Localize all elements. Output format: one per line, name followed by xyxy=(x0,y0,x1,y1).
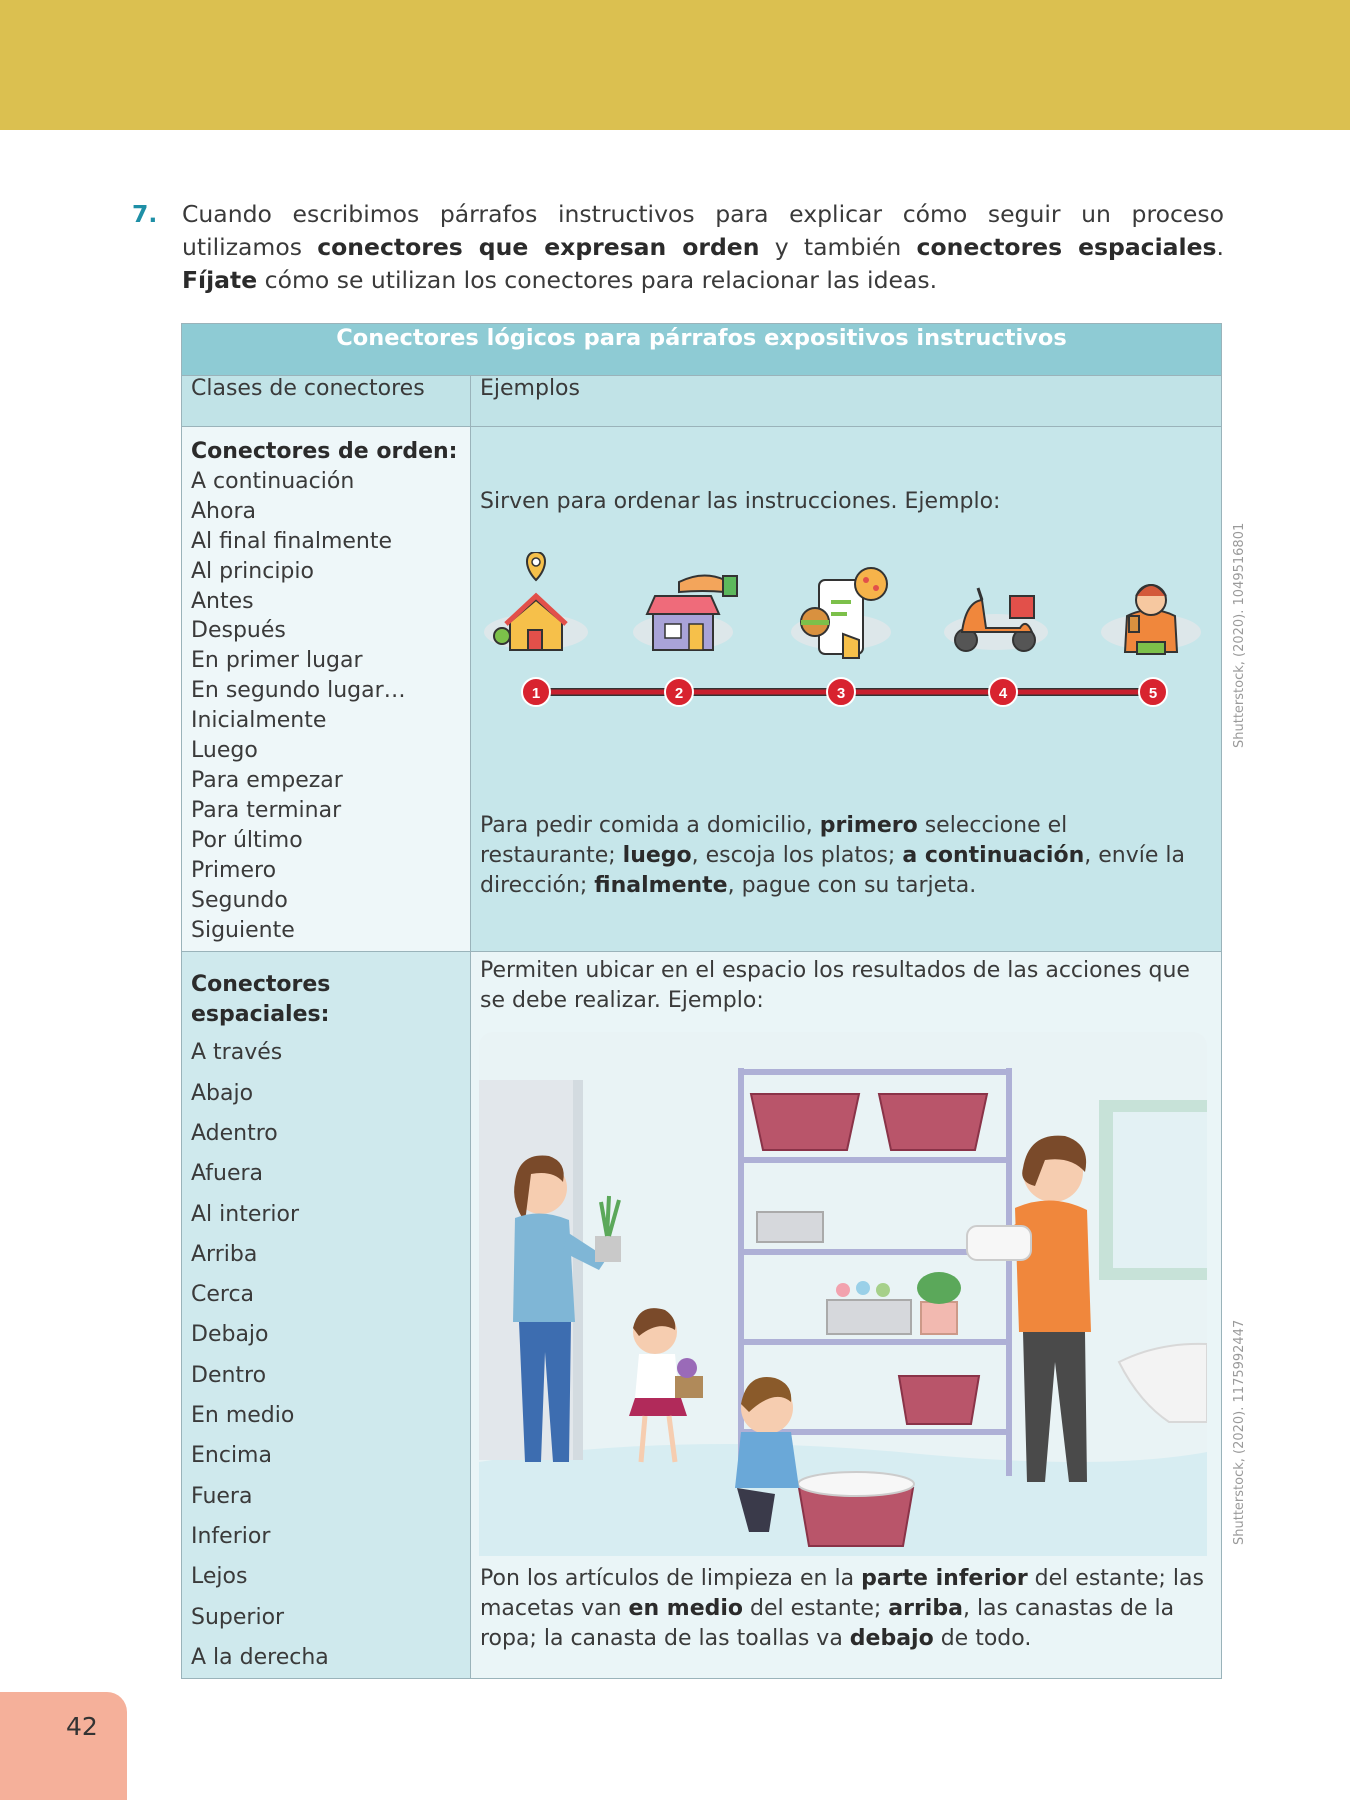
order-connectors-cell xyxy=(182,427,471,952)
example-text: de todo. xyxy=(933,1626,1032,1652)
list-item: A través xyxy=(191,1040,283,1066)
header-classes: Clases de conectores xyxy=(182,376,471,427)
timeline-step xyxy=(1139,678,1167,706)
list-item: Después xyxy=(191,618,286,644)
list-item: Lejos xyxy=(191,1564,248,1590)
example-text: seleccione el restaurante; xyxy=(480,813,1068,868)
example-text: , las canastas de la ropa; la canasta de las toallas va xyxy=(480,1596,1175,1652)
spatial-connectors-cell xyxy=(182,952,471,1679)
top-color-band xyxy=(0,0,1350,130)
example-connector: luego xyxy=(622,843,692,868)
list-item: Abajo xyxy=(191,1080,254,1106)
example-text: , pague con su tarjeta. xyxy=(727,873,977,898)
timeline-step xyxy=(989,678,1017,706)
phone-order-icon xyxy=(791,568,891,658)
step-label: 4 xyxy=(998,685,1008,702)
order-intro: Sirven para ordenar las instrucciones. Ejemplo: xyxy=(480,489,1001,514)
page-number-tab xyxy=(0,1692,127,1800)
exercise-instructions xyxy=(182,198,1224,297)
example-text: del estante; xyxy=(743,1596,889,1622)
delivery-steps-illustration xyxy=(471,552,1221,712)
list-item: Siguiente xyxy=(191,917,295,943)
example-connector: debajo xyxy=(849,1626,934,1652)
example-connector: en medio xyxy=(628,1596,744,1622)
instr-text: Cuando escribimos párrafos instructivos para explicar cómo seguir un proceso utilizamos xyxy=(182,200,1224,261)
timeline-step xyxy=(522,678,550,706)
list-item: Ahora xyxy=(191,498,256,524)
instr-bold: conectores que expresan orden xyxy=(317,233,760,261)
exercise-number: 7. xyxy=(132,200,158,228)
list-item: Para terminar xyxy=(191,797,342,823)
list-item: En segundo lugar… xyxy=(191,678,406,704)
image-credit-spatial: Shutterstock, (2020). 1175992447 xyxy=(1232,1319,1247,1545)
example-connector: a continuación xyxy=(902,843,1085,868)
timeline-step xyxy=(665,678,693,706)
connectors-table xyxy=(181,323,1222,1679)
list-item: En medio xyxy=(191,1403,295,1429)
list-item: Por último xyxy=(191,827,303,853)
example-text: Para pedir comida a domicilio, xyxy=(480,813,820,838)
delivery-scooter-icon xyxy=(944,588,1048,651)
example-connector: arriba xyxy=(888,1596,963,1622)
example-connector: primero xyxy=(819,813,918,838)
family-shelf-illustration xyxy=(479,1032,1207,1556)
example-text: Pon los artículos de limpieza en la xyxy=(480,1566,862,1592)
header-examples: Ejemplos xyxy=(471,376,1222,427)
spatial-heading: Conectores espaciales: xyxy=(191,972,331,1028)
example-text: , escoja los platos; xyxy=(691,843,903,868)
instr-text: y también xyxy=(759,233,917,261)
instr-text: cómo se utilizan los conectores para relacionar las ideas. xyxy=(257,266,938,294)
list-item: Inferior xyxy=(191,1523,271,1549)
step-label: 1 xyxy=(531,685,541,702)
list-item: Al interior xyxy=(191,1201,300,1227)
page-number: 42 xyxy=(66,1712,98,1741)
list-item: Al principio xyxy=(191,558,314,584)
table-title: Conectores lógicos para párrafos expositivos instructivos xyxy=(182,324,1222,376)
spatial-example-cell xyxy=(471,952,1222,1679)
list-item: Luego xyxy=(191,738,258,764)
list-item: Dentro xyxy=(191,1362,267,1388)
list-item: Adentro xyxy=(191,1121,278,1146)
house-location-icon xyxy=(484,552,588,650)
timeline-step xyxy=(827,678,855,706)
list-item: Para empezar xyxy=(191,767,343,793)
step-label: 2 xyxy=(674,685,684,702)
image-credit-order: Shutterstock, (2020). 1049516801 xyxy=(1232,522,1247,748)
list-item: A la derecha xyxy=(191,1644,329,1670)
list-item: Superior xyxy=(191,1604,285,1630)
list-item: Segundo xyxy=(191,887,288,913)
spatial-example-paragraph xyxy=(480,1564,1215,1654)
list-item: Encima xyxy=(191,1443,272,1469)
example-connector: finalmente xyxy=(594,873,728,898)
spatial-intro: Permiten ubicar en el espacio los resultados de las acciones que se debe realizar. Ejemplo: xyxy=(480,958,1190,1014)
list-item: A continuación xyxy=(191,468,355,494)
instr-bold: conectores espaciales xyxy=(916,233,1217,261)
step-label: 5 xyxy=(1148,685,1158,702)
example-connector: parte inferior xyxy=(861,1566,1028,1592)
instr-bold: Fíjate xyxy=(182,266,258,294)
order-heading: Conectores de orden: xyxy=(191,439,458,464)
list-item: Debajo xyxy=(191,1322,269,1348)
order-example-paragraph xyxy=(480,811,1205,901)
list-item: Arriba xyxy=(191,1241,258,1267)
list-item: En primer lugar xyxy=(191,648,363,674)
order-example-cell xyxy=(471,427,1222,952)
list-item: Afuera xyxy=(191,1161,264,1187)
list-item: Cerca xyxy=(191,1282,255,1308)
list-item: Al final finalmente xyxy=(191,528,393,554)
example-text: , envíe la dirección; xyxy=(480,843,1185,898)
list-item: Inicialmente xyxy=(191,708,327,734)
list-item: Primero xyxy=(191,857,277,883)
delivery-person-icon xyxy=(1101,585,1201,654)
example-text: del estante; las macetas van xyxy=(480,1566,1204,1622)
list-item: Fuera xyxy=(191,1483,253,1509)
shop-hand-icon xyxy=(633,575,737,650)
exercise-7 xyxy=(132,198,1224,297)
instr-text: . xyxy=(1216,233,1224,261)
step-label: 3 xyxy=(836,685,846,702)
list-item: Antes xyxy=(191,588,254,614)
